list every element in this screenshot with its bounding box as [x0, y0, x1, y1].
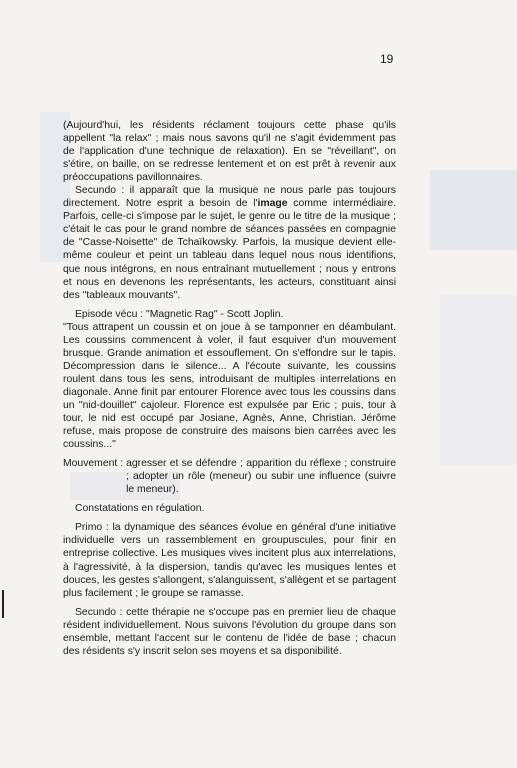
- constatations-heading: Constatations en régulation.: [75, 503, 205, 515]
- mouvement-body: agresser et se défendre ; apparition du réflexe ; construire ; adopter un rôle (meneur) ou subir une influence (suivre le meneur).: [126, 458, 396, 496]
- page-number: 19: [380, 52, 394, 66]
- paragraph-relax: (Aujourd'hui, les résidents réclament toujours cette phase qu'ils appellent "la relax" ; mais nous savons qu'il ne s'agit évidemment pas de l'application d'une technique de relaxation). En se "réveillant", on s'étire, on baille, on se redresse lentement et on est prêt à revenir aux préoccupations pavillonnaires.: [63, 120, 396, 184]
- show-through-shade: [440, 295, 517, 465]
- paragraph-secundo-image: [63, 184, 396, 301]
- paragraph-text: Secundo : il apparaît que la musique ne nous parle pas toujours directement. Notre esprit a besoin de l': [63, 185, 396, 210]
- paragraph-primo: Primo : la dynamique des séances évolue en général d'une initiative individuelle vers un rassemblement en groupuscules, pour finir en entreprise collective. Les musiques vives incitent plus aux interrelations, à l'agressivité, à la dispersion, tandis qu'avec les musiques lentes et douces, les gestes s'allongent, s'alanguissent, s'allègent et se partagent plus facilement ; le groupe se ramasse.: [63, 522, 396, 599]
- mouvement-entry: [63, 457, 396, 496]
- episode-title: Episode vécu : "Magnetic Rag" - Scott Joplin.: [75, 308, 284, 320]
- episode-body: "Tous attrapent un coussin et on joue à se tamponner en déambulant. Les coussins commencent à voler, il faut esquiver d'un mouvement brusque. Grande animation et essouflement. On s'effondre sur le tapis. Décompression dans le silence... A l'écoute suivante, les coussins roulent dans tous les sens, introduisant de multiples interrelations en diagonale. Anne finit par entourer Florence avec tous les coussins dans un "nid-douillet" cajoleur. Florence est expulsée par Eric ; puis, tour à tour, le nid est occupé par Josiane, Agnès, Anne, Christian. Jérôme refuse, mais propose de construire des maisons bien carrées avec les coussins...": [63, 321, 396, 451]
- mouvement-label: Mouvement :: [63, 458, 124, 470]
- emphasis-word: image: [257, 198, 288, 210]
- show-through-shade: [430, 170, 517, 250]
- paragraph-text: comme intermédiaire. Parfois, celle-ci s'impose par le sujet, le genre ou le titre de la musique ; c'était le cas pour le grand nombre de séances passées en compagnie de "Casse-Noisette" de Tchaïkowsky. Parfois, la musique devient elle-même couleur et peint un tableau dans lequel nous nous identifions, que nous intégrons, en nous entraînant mutuellement ; nous y entrons et nous en devenons les représentants, les acteurs, constituant ainsi des "tableaux mouvants".: [63, 198, 396, 301]
- body-text: [63, 119, 396, 658]
- paragraph-secundo-therapie: Secundo : cette thérapie ne s'occupe pas en premier lieu de chaque résident individuellement. Nous suivons l'évolution du groupe dans son ensemble, mettant l'accent sur le contenu de l'idée de base ; chacun des résidents s'y inscrit selon ses moyens et sa disponibilité.: [63, 606, 396, 657]
- page-edge-mark: [2, 590, 4, 618]
